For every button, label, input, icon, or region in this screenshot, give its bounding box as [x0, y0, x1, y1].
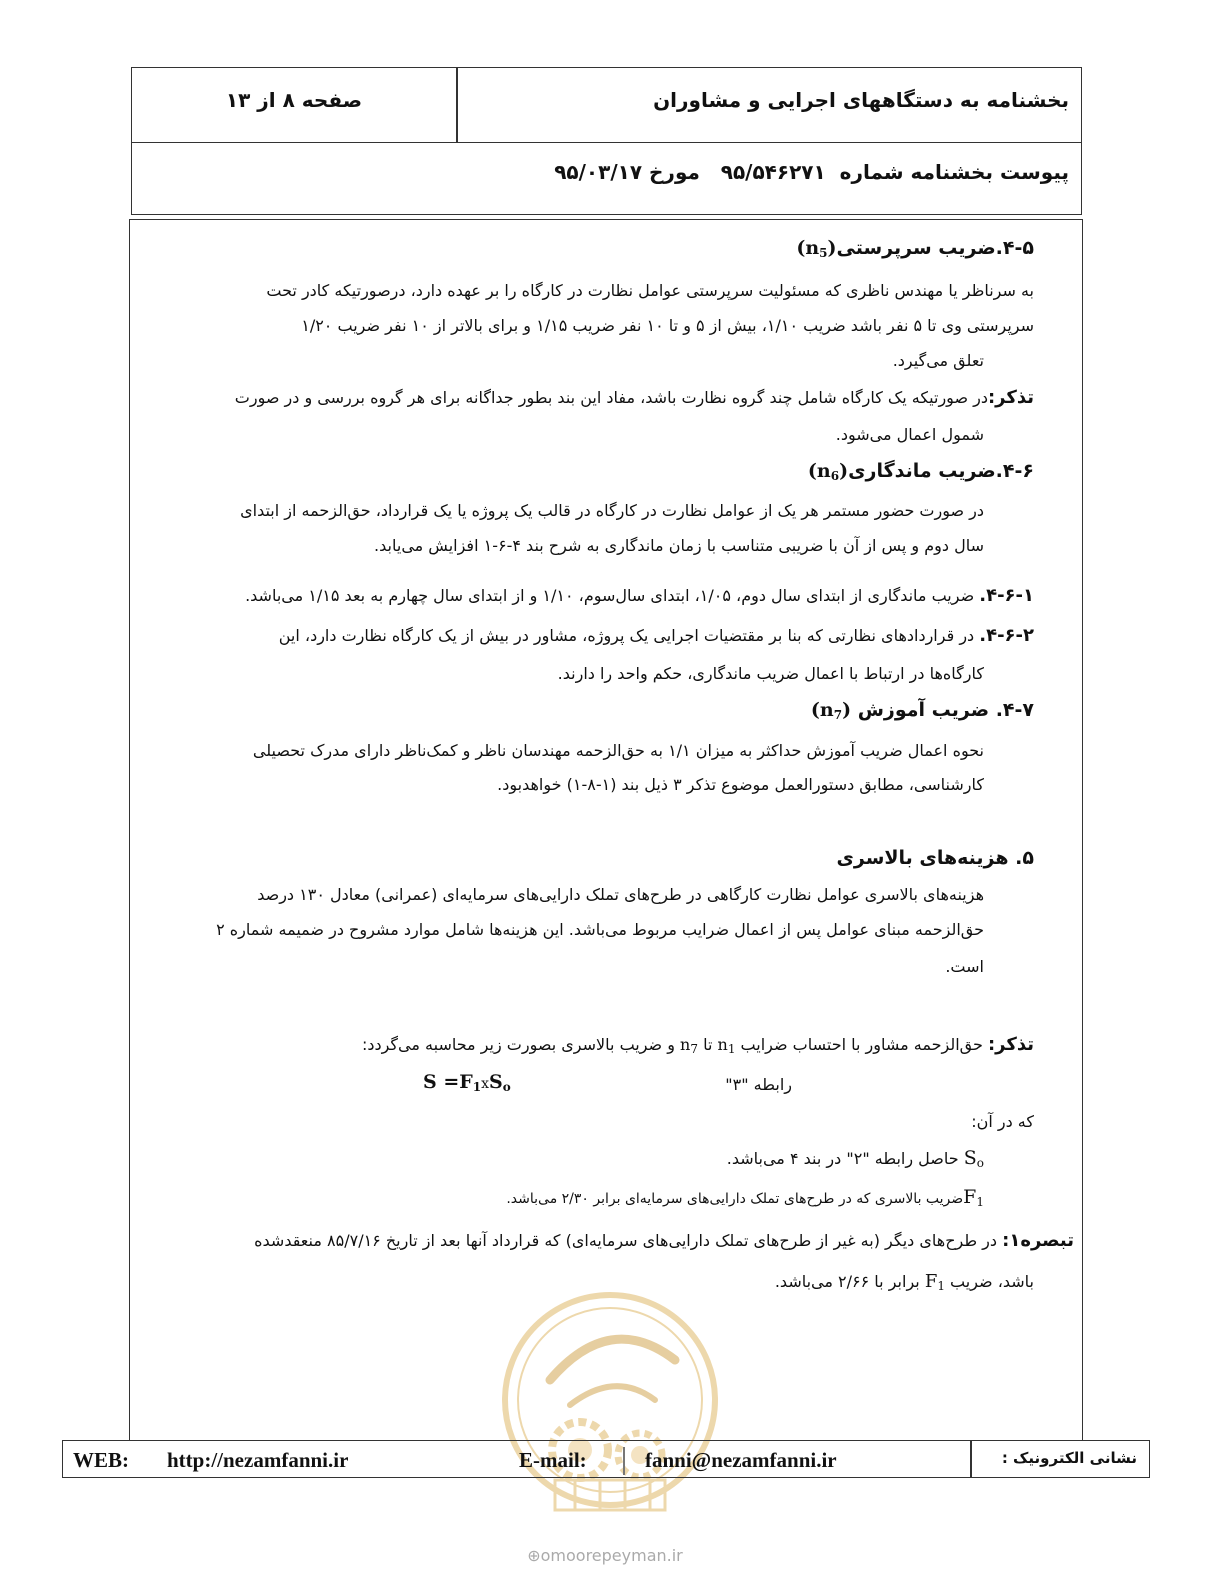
section-4-6-heading: ۴-۶.ضریب $ماندگاری(n_6)$: [807, 460, 1034, 483]
section-4-7-line-2: کارشناسی، مطابق دستورالعمل موضوع تذکر ۳ ذیل بند (۱-۸-۱) خواهدبود.: [497, 775, 984, 794]
header-top-row: [132, 68, 1081, 143]
section-4-5-heading: ۴-۵.ضریب $سرپرستی(n_5)$: [796, 237, 1034, 260]
section-5-heading: ۵. هزینه‌های بالاسری: [836, 847, 1034, 869]
tabsare-1: تبصره۱: در طرح‌های دیگر (به غیر از طرح‌های تملک دارایی‌های سرمایه‌ای) که قرارداد آنها بعد از تاریخ ۸۵/۷/۱۶ منعقدشده: [254, 1230, 1074, 1251]
web-link[interactable]: http://nezamfanni.ir: [167, 1448, 349, 1472]
circular-reference: پیوست بخشنامه شماره ۹۵/۵۴۶۲۷۱ مورخ ۹۵/۰۳/۱۷: [554, 160, 1069, 184]
overhead-note: تذکر: حق‌الزحمه مشاور با احتساب ضرایب $n_1$ تا $n_7$ و ضریب بالاسری بصورت زیر محاسبه می‌گردد:: [361, 1034, 1034, 1056]
where-so: $S_o$ حاصل رابطه "۲" در بند ۴ می‌باشد.: [726, 1147, 984, 1170]
section-4-5-line-2: سرپرستی وی تا ۵ نفر باشد ضریب ۱/۱۰، بیش از ۵ و تا ۱۰ نفر ضریب ۱/۱۵ و برای بالاتر از ۱۰ نفر ضریب ۱/۲۰: [301, 316, 1034, 335]
watermark-seal-icon: [480, 1290, 740, 1530]
section-4-5-line-1: به سرناظر یا مهندس ناظری که مسئولیت سرپرستی عوامل نظارت در کارگاه را بر عهده دارد، درصورتیکه کادر تحت: [266, 281, 1034, 300]
section-4-5-note: تذکر:در صورتیکه یک کارگاه شامل چند گروه نظارت باشد، مفاد این بند بطور جداگانه برای هر گروه بررسی و در صورت: [234, 387, 1034, 408]
where-label: که در آن:: [971, 1112, 1034, 1131]
document-header: [131, 67, 1082, 215]
footer-bar: [62, 1440, 1150, 1478]
header-divider: [456, 68, 458, 142]
tabsare-1-cont: باشد، ضریب $F_1$ برابر با ۲/۶۶ می‌باشد.: [774, 1271, 1034, 1293]
section-4-5-line-3: تعلق می‌گیرد.: [892, 351, 984, 370]
section-4-6-2-cont: کارگاه‌ها در ارتباط با اعمال ضریب ماندگاری، حکم واحد را دارند.: [557, 664, 984, 683]
address-label: نشانی الکترونیک :: [1001, 1449, 1137, 1467]
email-label: E-mail:: [519, 1448, 587, 1472]
section-4-7-line-1: نحوه اعمال ضریب آموزش حداکثر به میزان ۱/۱ به حق‌الزحمه مهندسان ناظر و کمک‌ناظر دارای مدرک تحصیلی: [252, 741, 984, 760]
page-number: صفحه ۸ از ۱۳: [225, 88, 363, 112]
section-5-line-2: حق‌الزحمه مبنای عوامل پس از اعمال ضرایب مربوط می‌باشد. این هزینه‌ها شامل موارد مشروح در ضمیمه شماره ۲: [216, 920, 984, 939]
where-f1: $F_1ضریب$ بالاسری که در طرح‌های تملک دارایی‌های سرمایه‌ای برابر ۲/۳۰ می‌باشد.: [506, 1186, 984, 1209]
footer-email-divider: [623, 1447, 625, 1475]
header-title: بخشنامه به دستگاههای اجرایی و مشاوران: [653, 88, 1069, 112]
section-4-6-2: ۴-۶-۲. در قراردادهای نظارتی که بنا بر مقتضیات اجرایی یک پروژه، مشاور در بیش از یک کارگاه نظارت دارد، این: [278, 625, 1034, 646]
section-4-6-1: ۴-۶-۱. ضریب ماندگاری از ابتدای سال دوم، ۱/۰۵، ابتدای سال‌سوم، ۱/۱۰ و از ابتدای سال چهارم به بعد ۱/۱۵ می‌باشد.: [245, 585, 1034, 606]
section-4-6-line-1: در صورت حضور مستمر هر یک از عوامل نظارت در کارگاه در قالب یک پروژه یا یک قرارداد، حق‌الزحمه از ابتدای: [240, 501, 984, 520]
globe-icon: ⊕: [527, 1546, 541, 1565]
section-5-line-1: هزینه‌های بالاسری عوامل نظارت کارگاهی در طرح‌های تملک دارایی‌های سرمایه‌ای (عمرانی) معادل ۱۳۰ درصد: [257, 885, 984, 904]
section-5-line-3: است.: [945, 957, 984, 976]
section-4-6-line-2: سال دوم و پس از آن با ضریبی متناسب با زمان ماندگاری به شرح بند ۴-۶-۱ افزایش می‌یابد.: [374, 536, 984, 555]
web-label: WEB:: [73, 1448, 130, 1472]
section-4-5-note-cont: شمول اعمال می‌شود.: [835, 425, 984, 444]
watermark-text: ⊕omoorepeyman.ir: [527, 1546, 683, 1565]
email-link[interactable]: fanni@nezamfanni.ir: [645, 1448, 837, 1472]
formula-expression: $S =F_1xS_o$: [423, 1071, 511, 1094]
formula-label: رابطه "۳": [725, 1075, 792, 1094]
footer-divider: [970, 1441, 972, 1477]
section-4-7-heading: ۴-۷. ضریب آموزش $(n_7)$: [810, 699, 1034, 722]
